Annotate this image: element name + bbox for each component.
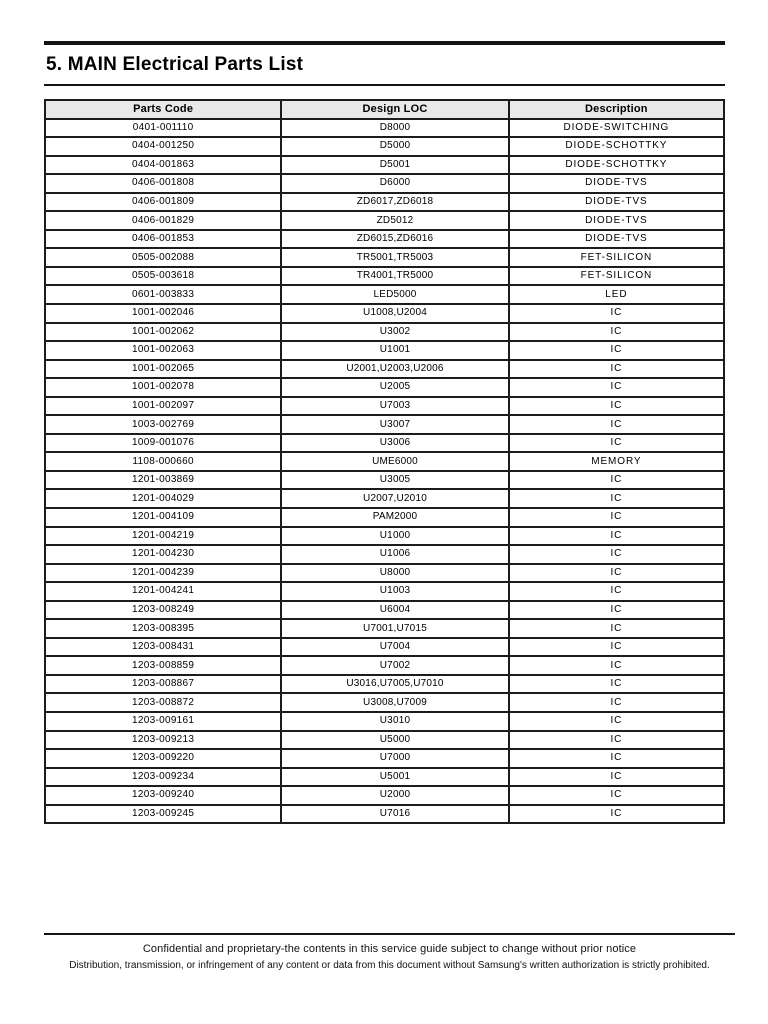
table-row xyxy=(45,749,724,768)
design-loc-cell: ZD6017,ZD6018 xyxy=(281,193,508,212)
design-loc-cell: U3008,U7009 xyxy=(281,693,508,712)
description-cell: IC xyxy=(509,304,724,323)
parts-code-cell: 1203-008867 xyxy=(45,675,281,694)
page-footer xyxy=(44,933,735,971)
table-row xyxy=(45,601,724,620)
description-cell: IC xyxy=(509,749,724,768)
table-row xyxy=(45,471,724,490)
description-cell: IC xyxy=(509,415,724,434)
design-loc-cell: U7002 xyxy=(281,656,508,675)
table-row xyxy=(45,564,724,583)
design-loc-cell: LED5000 xyxy=(281,285,508,304)
table-row xyxy=(45,397,724,416)
parts-code-cell: 0401-001110 xyxy=(45,119,281,138)
footer-confidential-notice: Confidential and proprietary-the contents in this service guide subject to change without prior notice xyxy=(142,943,637,955)
parts-code-cell: 1001-002046 xyxy=(45,304,281,323)
parts-code-cell: 0601-003833 xyxy=(45,285,281,304)
design-loc-cell: U7000 xyxy=(281,749,508,768)
description-cell: IC xyxy=(509,675,724,694)
design-loc-cell: U2001,U2003,U2006 xyxy=(281,360,508,379)
parts-code-cell: 1001-002078 xyxy=(45,378,281,397)
parts-table-body xyxy=(45,119,724,824)
parts-code-cell: 1203-009245 xyxy=(45,805,281,824)
design-loc-cell: U3006 xyxy=(281,434,508,453)
table-row xyxy=(45,452,724,471)
description-cell: IC xyxy=(509,564,724,583)
parts-code-cell: 1203-009213 xyxy=(45,731,281,750)
parts-code-cell: 1201-003869 xyxy=(45,471,281,490)
description-cell: FET-SILICON xyxy=(509,267,724,286)
table-row xyxy=(45,230,724,249)
design-loc-cell: U2005 xyxy=(281,378,508,397)
table-row xyxy=(45,768,724,787)
table-row xyxy=(45,731,724,750)
parts-code-cell: 1108-000660 xyxy=(45,452,281,471)
description-cell: IC xyxy=(509,323,724,342)
design-loc-cell: U3007 xyxy=(281,415,508,434)
parts-code-cell: 1001-002063 xyxy=(45,341,281,360)
description-cell: IC xyxy=(509,712,724,731)
description-cell: IC xyxy=(509,786,724,805)
table-row xyxy=(45,248,724,267)
design-loc-cell: U3005 xyxy=(281,471,508,490)
parts-code-cell: 0505-002088 xyxy=(45,248,281,267)
description-cell: IC xyxy=(509,731,724,750)
table-row xyxy=(45,638,724,657)
design-loc-cell: U5001 xyxy=(281,768,508,787)
parts-code-cell: 1203-009161 xyxy=(45,712,281,731)
design-loc-cell: U7003 xyxy=(281,397,508,416)
design-loc-cell: D5000 xyxy=(281,137,508,156)
description-cell: IC xyxy=(509,601,724,620)
design-loc-cell: D5001 xyxy=(281,156,508,175)
description-cell: DIODE-TVS xyxy=(509,193,724,212)
parts-code-cell: 1201-004241 xyxy=(45,582,281,601)
parts-code-cell: 0404-001250 xyxy=(45,137,281,156)
table-row xyxy=(45,545,724,564)
parts-code-cell: 0404-001863 xyxy=(45,156,281,175)
design-loc-cell: U2007,U2010 xyxy=(281,489,508,508)
footer-distribution-notice: Distribution, transmission, or infringement of any content or data from this document without Samsung's written authorization is strictly prohibited. xyxy=(69,960,710,971)
parts-code-cell: 1001-002097 xyxy=(45,397,281,416)
table-row xyxy=(45,693,724,712)
description-cell: IC xyxy=(509,619,724,638)
design-loc-cell: U7001,U7015 xyxy=(281,619,508,638)
design-loc-cell: U1001 xyxy=(281,341,508,360)
column-header-design-loc: Design LOC xyxy=(281,100,508,119)
description-cell: DIODE-SCHOTTKY xyxy=(509,137,724,156)
table-row xyxy=(45,285,724,304)
description-cell: IC xyxy=(509,508,724,527)
table-row xyxy=(45,341,724,360)
parts-code-cell: 1201-004230 xyxy=(45,545,281,564)
table-row xyxy=(45,582,724,601)
design-loc-cell: U5000 xyxy=(281,731,508,750)
design-loc-cell: U1006 xyxy=(281,545,508,564)
description-cell: DIODE-TVS xyxy=(509,230,724,249)
parts-code-cell: 1203-009234 xyxy=(45,768,281,787)
parts-code-cell: 1201-004239 xyxy=(45,564,281,583)
description-cell: DIODE-SCHOTTKY xyxy=(509,156,724,175)
design-loc-cell: U3016,U7005,U7010 xyxy=(281,675,508,694)
parts-code-cell: 1203-008859 xyxy=(45,656,281,675)
design-loc-cell: U1008,U2004 xyxy=(281,304,508,323)
parts-code-cell: 1203-008395 xyxy=(45,619,281,638)
description-cell: IC xyxy=(509,582,724,601)
parts-code-cell: 1001-002065 xyxy=(45,360,281,379)
design-loc-cell: U3010 xyxy=(281,712,508,731)
description-cell: IC xyxy=(509,768,724,787)
design-loc-cell: PAM2000 xyxy=(281,508,508,527)
parts-code-cell: 1203-008249 xyxy=(45,601,281,620)
parts-code-cell: 1001-002062 xyxy=(45,323,281,342)
table-row xyxy=(45,527,724,546)
description-cell: IC xyxy=(509,434,724,453)
description-cell: IC xyxy=(509,341,724,360)
design-loc-cell: U7004 xyxy=(281,638,508,657)
description-cell: IC xyxy=(509,471,724,490)
table-row xyxy=(45,156,724,175)
page-title: 5. MAIN Electrical Parts List xyxy=(46,53,304,75)
table-row xyxy=(45,119,724,138)
top-rule xyxy=(44,41,725,45)
parts-code-cell: 1203-009240 xyxy=(45,786,281,805)
design-loc-cell: D6000 xyxy=(281,174,508,193)
description-cell: IC xyxy=(509,693,724,712)
design-loc-cell: TR5001,TR5003 xyxy=(281,248,508,267)
description-cell: IC xyxy=(509,527,724,546)
description-cell: LED xyxy=(509,285,724,304)
parts-code-cell: 0505-003618 xyxy=(45,267,281,286)
parts-code-cell: 1203-008431 xyxy=(45,638,281,657)
parts-code-cell: 1203-009220 xyxy=(45,749,281,768)
table-row xyxy=(45,434,724,453)
design-loc-cell: U1003 xyxy=(281,582,508,601)
design-loc-cell: U3002 xyxy=(281,323,508,342)
footer-rule xyxy=(44,933,735,935)
column-header-parts-code: Parts Code xyxy=(45,100,281,119)
parts-code-cell: 1201-004029 xyxy=(45,489,281,508)
parts-code-cell: 0406-001809 xyxy=(45,193,281,212)
table-row xyxy=(45,805,724,824)
parts-table xyxy=(44,99,725,825)
table-row xyxy=(45,193,724,212)
column-header-description: Description xyxy=(509,100,724,119)
design-loc-cell: U1000 xyxy=(281,527,508,546)
table-row xyxy=(45,378,724,397)
table-row xyxy=(45,415,724,434)
description-cell: IC xyxy=(509,489,724,508)
table-row xyxy=(45,267,724,286)
description-cell: DIODE-SWITCHING xyxy=(509,119,724,138)
table-row xyxy=(45,323,724,342)
description-cell: IC xyxy=(509,397,724,416)
table-row xyxy=(45,656,724,675)
design-loc-cell: U6004 xyxy=(281,601,508,620)
design-loc-cell: D8000 xyxy=(281,119,508,138)
parts-code-cell: 1009-001076 xyxy=(45,434,281,453)
description-cell: IC xyxy=(509,656,724,675)
table-row xyxy=(45,712,724,731)
design-loc-cell: U8000 xyxy=(281,564,508,583)
description-cell: IC xyxy=(509,545,724,564)
table-row xyxy=(45,675,724,694)
table-row xyxy=(45,619,724,638)
description-cell: IC xyxy=(509,360,724,379)
title-underline-rule xyxy=(44,84,725,86)
table-row xyxy=(45,489,724,508)
table-header-row xyxy=(45,100,724,119)
description-cell: IC xyxy=(509,638,724,657)
design-loc-cell: TR4001,TR5000 xyxy=(281,267,508,286)
table-row xyxy=(45,211,724,230)
table-row xyxy=(45,360,724,379)
description-cell: MEMORY xyxy=(509,452,724,471)
parts-code-cell: 0406-001808 xyxy=(45,174,281,193)
table-row xyxy=(45,137,724,156)
design-loc-cell: ZD6015,ZD6016 xyxy=(281,230,508,249)
description-cell: DIODE-TVS xyxy=(509,174,724,193)
parts-code-cell: 0406-001829 xyxy=(45,211,281,230)
parts-code-cell: 1203-008872 xyxy=(45,693,281,712)
description-cell: FET-SILICON xyxy=(509,248,724,267)
page-content xyxy=(44,0,725,824)
design-loc-cell: UME6000 xyxy=(281,452,508,471)
description-cell: IC xyxy=(509,805,724,824)
parts-code-cell: 0406-001853 xyxy=(45,230,281,249)
design-loc-cell: ZD5012 xyxy=(281,211,508,230)
table-row xyxy=(45,304,724,323)
parts-code-cell: 1201-004109 xyxy=(45,508,281,527)
table-row xyxy=(45,174,724,193)
table-row xyxy=(45,786,724,805)
parts-code-cell: 1201-004219 xyxy=(45,527,281,546)
parts-code-cell: 1003-002769 xyxy=(45,415,281,434)
design-loc-cell: U7016 xyxy=(281,805,508,824)
description-cell: DIODE-TVS xyxy=(509,211,724,230)
design-loc-cell: U2000 xyxy=(281,786,508,805)
description-cell: IC xyxy=(509,378,724,397)
table-row xyxy=(45,508,724,527)
